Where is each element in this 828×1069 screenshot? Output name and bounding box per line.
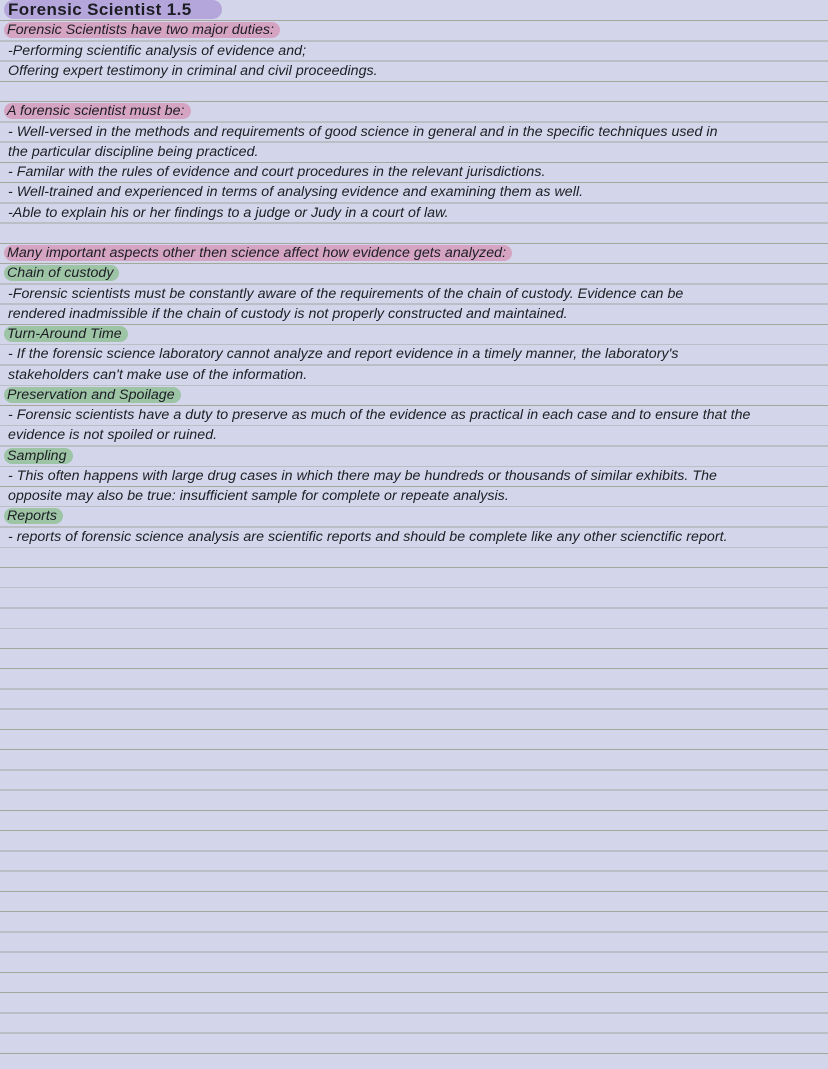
note-text: A forensic scientist must be: — [4, 103, 191, 119]
highlighted-heading — [0, 243, 828, 263]
note-text: - Well-versed in the methods and requirements of good science in general and in the specific techniques used in — [8, 123, 718, 140]
note-text: - Forensic scientists have a duty to preserve as much of the evidence as practical in each case and to ensure that the — [8, 407, 751, 423]
note-line — [0, 182, 828, 202]
note-line — [0, 81, 828, 101]
note-text: Turn-Around Time — [4, 326, 128, 342]
note-text: Chain of custody — [4, 265, 119, 281]
section-heading — [0, 324, 828, 344]
note-line — [0, 304, 828, 324]
note-text: Forensic Scientists have two major duties: — [4, 22, 280, 38]
note-text: -Performing scientific analysis of evidence and; — [8, 42, 307, 59]
note-line — [0, 142, 828, 162]
note-line — [0, 365, 828, 385]
note-text: rendered inadmissible if the chain of custody is not properly constructed and maintained. — [8, 305, 568, 322]
note-text: - This often happens with large drug cases in which there may be hundreds or thousands of similar exhibits. The — [8, 467, 717, 484]
note-text: Many important aspects other then science affect how evidence gets analyzed: — [4, 245, 512, 261]
note-line — [0, 425, 828, 445]
note-line — [0, 466, 828, 486]
note-text: evidence is not spoiled or ruined. — [8, 427, 218, 444]
highlighted-heading — [0, 20, 828, 40]
section-heading — [0, 446, 828, 466]
note-text: - reports of forensic science analysis are scientific reports and should be complete like any other scienctific report. — [8, 528, 728, 545]
note-text: Offering expert testimony in criminal and civil proceedings. — [8, 62, 378, 79]
section-heading — [0, 506, 828, 526]
section-heading — [0, 385, 828, 405]
note-text: - Well-trained and experienced in terms of analysing evidence and examining them as well. — [8, 184, 584, 201]
note-text: Sampling — [4, 448, 73, 464]
note-text: -Forensic scientists must be constantly aware of the requirements of the chain of custody. Evidence can be — [8, 285, 684, 302]
notes-body — [0, 20, 828, 547]
note-text: Preservation and Spoilage — [4, 387, 181, 403]
note-line — [0, 122, 828, 142]
note-line — [0, 162, 828, 182]
section-heading — [0, 263, 828, 283]
note-text: opposite may also be true: insufficient sample for complete or repeate analysis. — [8, 488, 509, 504]
note-text: - If the forensic science laboratory cannot analyze and report evidence in a timely manner, the laboratory's — [8, 346, 679, 363]
note-line — [0, 61, 828, 81]
note-line — [0, 527, 828, 547]
note-line — [0, 284, 828, 304]
page-title-row — [0, 0, 828, 20]
note-line — [0, 344, 828, 364]
highlighted-heading — [0, 101, 828, 121]
page-title: Forensic Scientist 1.5 — [4, 0, 222, 19]
note-text: the particular discipline being practiced. — [8, 143, 259, 160]
note-line — [0, 203, 828, 223]
note-text: stakeholders can't make use of the information. — [8, 366, 308, 383]
note-line — [0, 41, 828, 61]
note-line — [0, 486, 828, 506]
note-text: - Familar with the rules of evidence and court procedures in the relevant jurisdictions. — [8, 164, 546, 180]
note-line — [0, 223, 828, 243]
note-text: Reports — [4, 508, 63, 524]
note-text: -Able to explain his or her findings to a judge or Judy in a court of law. — [8, 204, 449, 221]
note-line — [0, 405, 828, 425]
